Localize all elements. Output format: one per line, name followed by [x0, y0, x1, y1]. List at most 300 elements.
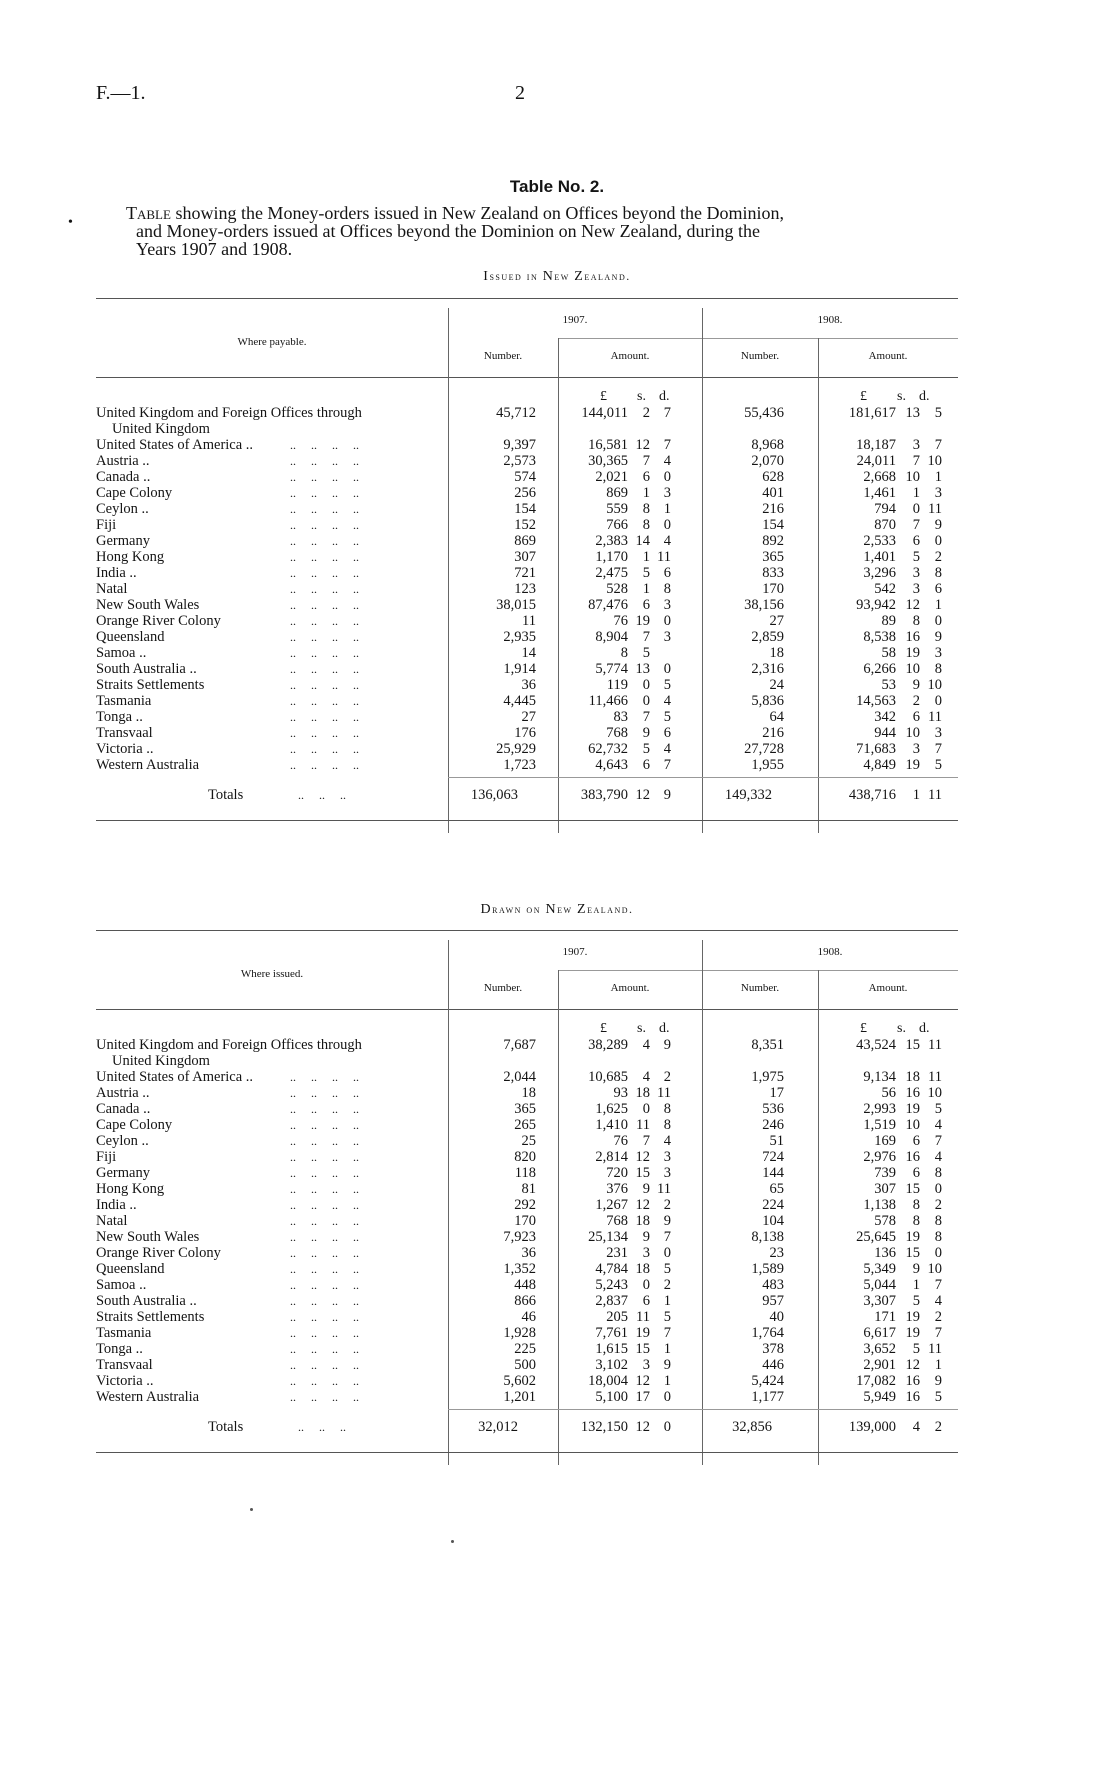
table-caption: [126, 204, 962, 258]
shillings-1908: 10: [905, 661, 920, 677]
pounds-1907: 119: [606, 677, 628, 693]
caption-line-2: and Money-orders issued at Offices beyond the Dominion on New Zealand, during the: [136, 221, 761, 241]
shillings-1908: 13: [905, 405, 920, 421]
pounds-1908: 171: [874, 1309, 896, 1325]
shillings-1908: 16: [905, 1085, 920, 1101]
pence-1907: 3: [663, 1149, 671, 1165]
pence-1908: 8: [934, 1229, 942, 1245]
pence-1907: 2: [663, 1069, 671, 1085]
place-name: South Australia ..: [96, 661, 197, 677]
total-pence-1907: 0: [663, 1419, 671, 1435]
pence-1907: 8: [663, 1117, 671, 1133]
leader-dots: .. .. ..: [298, 788, 346, 802]
pounds-1907: 7,761: [595, 1325, 628, 1341]
leader-dots: .. .. .. ..: [290, 1150, 359, 1164]
pence-1907: 0: [663, 517, 671, 533]
place-name: Ceylon ..: [96, 1133, 149, 1149]
shillings-1907: 0: [642, 693, 650, 709]
number-1907: 14: [521, 645, 536, 661]
number-1908: 104: [762, 1213, 784, 1229]
leader-dots: .. .. .. ..: [290, 758, 359, 772]
pounds-1908: 307: [874, 1181, 896, 1197]
table-row: [0, 517, 1114, 533]
page-header-left: F.—1.: [96, 82, 146, 104]
pounds-1907: 8,904: [595, 629, 628, 645]
leader-dots: .. .. .. ..: [290, 438, 359, 452]
number-1907: 500: [514, 1357, 536, 1373]
pence-1908: 9: [934, 1373, 942, 1389]
number-1907: 123: [514, 581, 536, 597]
pounds-1907: 1,625: [595, 1101, 628, 1117]
pounds-1908: 58: [881, 645, 896, 661]
pounds-1908: 93,942: [856, 597, 896, 613]
amount-1907-header: Amount.: [610, 982, 650, 994]
shillings-1907: 5: [642, 645, 650, 661]
number-1908: 401: [762, 485, 784, 501]
place-name: Fiji: [96, 1149, 117, 1165]
number-1907: 721: [514, 565, 536, 581]
table-row: [0, 677, 1114, 693]
shillings-1908: 10: [905, 1117, 920, 1133]
pounds-1907: 5,243: [595, 1277, 628, 1293]
pence-1907: 5: [663, 1261, 671, 1277]
number-1908: 216: [762, 725, 784, 741]
shillings-1908: 15: [905, 1245, 920, 1261]
pounds-1907: 10,685: [588, 1069, 628, 1085]
number-1908: 957: [762, 1293, 784, 1309]
leader-dots: .. .. .. ..: [290, 470, 359, 484]
pounds-1908: 25,645: [856, 1229, 896, 1245]
pence-1908: 0: [934, 533, 942, 549]
number-1908: 2,070: [751, 453, 784, 469]
number-1907: 225: [514, 1341, 536, 1357]
number-1908: 536: [762, 1101, 784, 1117]
number-1908: 27: [769, 613, 784, 629]
shillings-1907: 19: [635, 1325, 650, 1341]
number-1907: 38,015: [496, 597, 536, 613]
place-name: United States of America ..: [96, 437, 254, 453]
place-name: New South Wales: [96, 597, 200, 613]
issued-section-title: Issued in New Zealand.: [483, 269, 631, 284]
number-1908: 170: [762, 581, 784, 597]
shillings-1908: 9: [912, 1261, 920, 1277]
table-row: [0, 613, 1114, 629]
pence-1908: 11: [928, 1341, 942, 1357]
leader-dots: .. .. .. ..: [290, 646, 359, 660]
pence-1908: 7: [934, 1325, 942, 1341]
pence-1908: 3: [934, 725, 942, 741]
pence-1907: 7: [663, 437, 671, 453]
total-pounds-1907: 383,790: [580, 787, 628, 803]
total-pence-1908: 11: [928, 787, 942, 803]
pounds-1908: 578: [874, 1213, 896, 1229]
pence-1908: 10: [927, 453, 942, 469]
table-row: [0, 1117, 1114, 1133]
penny-sign-b: d.: [919, 389, 930, 404]
shillings-1907: 9: [642, 1181, 650, 1197]
table-row: [0, 757, 1114, 773]
pounds-1908: 2,668: [863, 469, 896, 485]
pounds-1908: 56: [881, 1085, 896, 1101]
pounds-1908: 2,993: [863, 1101, 896, 1117]
totals-row: [0, 787, 1114, 803]
pounds-1907: 1,615: [595, 1341, 628, 1357]
shillings-1907: 7: [642, 709, 650, 725]
number-1908: 365: [762, 549, 784, 565]
pounds-1907: 62,732: [588, 741, 628, 757]
pounds-1907: 2,837: [595, 1293, 628, 1309]
pence-1908: 4: [934, 1293, 942, 1309]
table-row: [0, 501, 1114, 517]
shillings-1908: 19: [905, 1309, 920, 1325]
pence-1908: 1: [934, 469, 942, 485]
pence-1907: 1: [663, 1373, 671, 1389]
shillings-1907: 7: [642, 453, 650, 469]
place-name: Victoria ..: [96, 741, 154, 757]
shillings-1907: 13: [635, 661, 650, 677]
place-name: Western Australia: [96, 1389, 200, 1405]
shilling-sign-a: s.: [637, 1021, 646, 1036]
leader-dots: .. .. .. ..: [290, 1118, 359, 1132]
shillings-1907: 3: [642, 1357, 650, 1373]
caption-lead: Table: [126, 203, 171, 223]
pounds-1907: 5,100: [595, 1389, 628, 1405]
leader-dots: .. .. .. ..: [290, 1166, 359, 1180]
pounds-1907: 2,021: [595, 469, 628, 485]
stray-ink-mark: [451, 1540, 454, 1543]
pounds-1908: 5,044: [863, 1277, 896, 1293]
pence-1908: 2: [934, 1197, 942, 1213]
number-1908: 1,177: [751, 1389, 784, 1405]
shillings-1907: 19: [635, 613, 650, 629]
pounds-1907: 376: [606, 1181, 628, 1197]
caption-bullet-mark: •: [68, 215, 73, 230]
pence-1907: 1: [663, 501, 671, 517]
pence-1908: 1: [934, 597, 942, 613]
number-1908: 5,424: [751, 1373, 784, 1389]
pence-1908: 8: [934, 565, 942, 581]
pounds-1908: 18,187: [856, 437, 896, 453]
stray-ink-mark: [250, 1508, 253, 1511]
shillings-1907: 17: [635, 1389, 650, 1405]
year-rule-a: [558, 970, 702, 971]
amount-1907-header: Amount.: [610, 350, 650, 362]
table-row: [0, 1213, 1114, 1229]
shillings-1907: 12: [635, 1197, 650, 1213]
pounds-1908: 14,563: [856, 693, 896, 709]
number-1907: 1,201: [503, 1389, 536, 1405]
number-1908: 8,138: [751, 1229, 784, 1245]
leader-dots: .. .. .. ..: [290, 1070, 359, 1084]
number-1908: 8,351: [751, 1037, 784, 1053]
shillings-1908: 15: [905, 1037, 920, 1053]
table-row: [0, 1165, 1114, 1181]
pence-1908: 2: [934, 1309, 942, 1325]
leader-dots: .. .. .. ..: [290, 1358, 359, 1372]
where-column-header: Where payable.: [237, 336, 307, 348]
place-name: Orange River Colony: [96, 1245, 221, 1261]
number-1907: 869: [514, 533, 536, 549]
table-row: [0, 1389, 1114, 1405]
shillings-1907: 18: [635, 1085, 650, 1101]
number-1907: 574: [514, 469, 536, 485]
place-name: Victoria ..: [96, 1373, 154, 1389]
number-1908: 1,589: [751, 1261, 784, 1277]
shillings-1907: 7: [642, 1133, 650, 1149]
table-row: [0, 1181, 1114, 1197]
place-name-continued: United Kingdom: [112, 421, 210, 437]
pence-1907: 7: [663, 1325, 671, 1341]
place-name: Germany: [96, 1165, 150, 1181]
pounds-1908: 1,138: [863, 1197, 896, 1213]
pence-1907: 4: [663, 693, 671, 709]
total-shillings-1908: 1: [912, 787, 920, 803]
number-1908: 23: [769, 1245, 784, 1261]
totals-rule: [448, 777, 958, 778]
place-name: Germany: [96, 533, 150, 549]
leader-dots: .. .. .. ..: [290, 726, 359, 740]
table-row: [0, 549, 1114, 565]
pence-1907: 4: [663, 533, 671, 549]
leader-dots: .. .. .. ..: [290, 662, 359, 676]
place-name: Straits Settlements: [96, 1309, 205, 1325]
shillings-1907: 1: [642, 549, 650, 565]
shillings-1907: 12: [635, 437, 650, 453]
place-name: Transvaal: [96, 725, 153, 741]
pounds-1907: 766: [606, 517, 628, 533]
table-row: [0, 565, 1114, 581]
pounds-1907: 144,011: [581, 405, 628, 421]
table-row: [0, 1277, 1114, 1293]
pence-1908: 8: [934, 1165, 942, 1181]
leader-dots: .. .. .. ..: [290, 1230, 359, 1244]
pounds-1907: 76: [613, 1133, 628, 1149]
leader-dots: .. .. .. ..: [290, 566, 359, 580]
total-shillings-1908: 4: [912, 1419, 920, 1435]
place-name: Tonga ..: [96, 709, 143, 725]
number-1907: 5,602: [503, 1373, 536, 1389]
shillings-1907: 2: [642, 405, 650, 421]
number-1908: 5,836: [751, 693, 784, 709]
pounds-1908: 542: [874, 581, 896, 597]
shillings-1907: 9: [642, 1229, 650, 1245]
pounds-1907: 1,170: [595, 549, 628, 565]
leader-dots: .. .. .. ..: [290, 1086, 359, 1100]
shillings-1908: 6: [912, 1133, 920, 1149]
number-1907: 81: [521, 1181, 536, 1197]
number-1908: 18: [769, 645, 784, 661]
pounds-1907: 559: [606, 501, 628, 517]
pounds-1908: 739: [874, 1165, 896, 1181]
number-1908: 1,955: [751, 757, 784, 773]
pounds-1908: 5,949: [863, 1389, 896, 1405]
table-row: [0, 1341, 1114, 1357]
shillings-1908: 16: [905, 1373, 920, 1389]
shillings-1908: 9: [912, 677, 920, 693]
table-title: Table No. 2.: [509, 177, 605, 196]
number-1907: 820: [514, 1149, 536, 1165]
number-1908: 378: [762, 1341, 784, 1357]
penny-sign-b: d.: [919, 1021, 930, 1036]
shillings-1908: 8: [912, 1213, 920, 1229]
place-name: Austria ..: [96, 453, 150, 469]
number-1908: 628: [762, 469, 784, 485]
pence-1908: 9: [934, 629, 942, 645]
table-row: [0, 1069, 1114, 1085]
pounds-1908: 1,461: [863, 485, 896, 501]
shillings-1907: 4: [642, 1037, 650, 1053]
pence-1907: 2: [663, 1197, 671, 1213]
shillings-1907: 6: [642, 469, 650, 485]
leader-dots: .. .. .. ..: [290, 1310, 359, 1324]
table-row: [0, 1261, 1114, 1277]
leader-dots: .. .. .. ..: [290, 1198, 359, 1212]
pounds-1908: 2,976: [863, 1149, 896, 1165]
place-name: Queensland: [96, 629, 165, 645]
leader-dots: .. .. ..: [298, 1420, 346, 1434]
number-1907-header: Number.: [483, 982, 523, 994]
pounds-1908: 169: [874, 1133, 896, 1149]
pence-1907: 8: [663, 581, 671, 597]
pounds-1908: 17,082: [856, 1373, 896, 1389]
totals-label: Totals: [208, 787, 244, 803]
shillings-1908: 8: [912, 613, 920, 629]
pound-sign-b: £: [860, 389, 867, 404]
shilling-sign-a: s.: [637, 389, 646, 404]
pence-1907: 0: [663, 1245, 671, 1261]
number-1907: 7,687: [503, 1037, 536, 1053]
number-1908: 144: [762, 1165, 784, 1181]
pounds-1907: 1,410: [595, 1117, 628, 1133]
pounds-1907: 93: [613, 1085, 628, 1101]
leader-dots: .. .. .. ..: [290, 486, 359, 500]
pence-1908: 7: [934, 1277, 942, 1293]
caption-line-1: showing the Money-orders issued in New Zealand on Offices beyond the Dominion,: [175, 203, 784, 223]
pounds-1907: 5,774: [595, 661, 628, 677]
shillings-1908: 16: [905, 629, 920, 645]
pence-1907: 0: [663, 661, 671, 677]
pounds-1907: 205: [606, 1309, 628, 1325]
table-row: [0, 1325, 1114, 1341]
total-shillings-1907: 12: [635, 1419, 650, 1435]
page-number: 2: [515, 82, 525, 104]
number-1907: 1,352: [503, 1261, 536, 1277]
place-name: Samoa ..: [96, 1277, 147, 1293]
amount-1908-header: Amount.: [868, 982, 908, 994]
number-1908: 224: [762, 1197, 784, 1213]
number-1908: 2,859: [751, 629, 784, 645]
pence-1908: 0: [934, 613, 942, 629]
shillings-1907: 18: [635, 1261, 650, 1277]
pounds-1907: 87,476: [588, 597, 628, 613]
year-1907-header: 1907.: [562, 946, 588, 958]
pence-1908: 0: [934, 693, 942, 709]
pence-1908: 1: [934, 1357, 942, 1373]
number-1907: 176: [514, 725, 536, 741]
place-name-continued: United Kingdom: [112, 1053, 210, 1069]
shillings-1908: 15: [905, 1181, 920, 1197]
leader-dots: .. .. .. ..: [290, 534, 359, 548]
pounds-1908: 6,617: [863, 1325, 896, 1341]
pence-1908: 2: [934, 549, 942, 565]
pence-1907: 7: [663, 757, 671, 773]
place-name: India ..: [96, 1197, 137, 1213]
shillings-1908: 5: [912, 1341, 920, 1357]
pounds-1908: 944: [874, 725, 896, 741]
total-number-1908: 149,332: [724, 787, 772, 803]
shillings-1907: 5: [642, 565, 650, 581]
year-1907-header: 1907.: [562, 314, 588, 326]
pence-1908: 3: [934, 645, 942, 661]
pounds-1908: 794: [874, 501, 896, 517]
shillings-1908: 19: [905, 1101, 920, 1117]
totals-rule: [448, 1409, 958, 1410]
table-row: [0, 485, 1114, 501]
place-name: South Australia ..: [96, 1293, 197, 1309]
shillings-1907: 15: [635, 1165, 650, 1181]
table-row: [0, 1293, 1114, 1309]
leader-dots: .. .. .. ..: [290, 710, 359, 724]
number-1907: 170: [514, 1213, 536, 1229]
pounds-1907: 16,581: [588, 437, 628, 453]
totals-row: [0, 1419, 1114, 1435]
pence-1907: 9: [663, 1357, 671, 1373]
pounds-1907: 1,267: [595, 1197, 628, 1213]
pounds-1908: 2,533: [863, 533, 896, 549]
shillings-1908: 7: [912, 517, 920, 533]
pence-1908: 4: [934, 1149, 942, 1165]
pence-1907: 3: [663, 629, 671, 645]
top-rule: [96, 930, 958, 931]
pounds-1908: 181,617: [848, 405, 896, 421]
pounds-1908: 870: [874, 517, 896, 533]
number-1907: 307: [514, 549, 536, 565]
shillings-1907: 12: [635, 1373, 650, 1389]
number-1908: 1,764: [751, 1325, 784, 1341]
table-row: [0, 661, 1114, 677]
number-1908: 8,968: [751, 437, 784, 453]
pence-1908: 4: [934, 1117, 942, 1133]
pence-1907: 9: [663, 1037, 671, 1053]
place-name: Natal: [96, 581, 128, 597]
total-shillings-1907: 12: [635, 787, 650, 803]
number-1907: 265: [514, 1117, 536, 1133]
pound-sign-a: £: [600, 389, 607, 404]
pence-1908: 10: [927, 677, 942, 693]
number-1907: 1,928: [503, 1325, 536, 1341]
pounds-1908: 71,683: [856, 741, 896, 757]
pounds-1908: 89: [881, 613, 896, 629]
leader-dots: .. .. .. ..: [290, 678, 359, 692]
table-row: [0, 437, 1114, 453]
pounds-1908: 4,849: [863, 757, 896, 773]
pence-1908: 5: [934, 1389, 942, 1405]
number-1907: 2,044: [503, 1069, 536, 1085]
number-1907: 256: [514, 485, 536, 501]
pounds-1907: 2,475: [595, 565, 628, 581]
number-1907: 36: [521, 677, 536, 693]
place-name: Straits Settlements: [96, 677, 205, 693]
pounds-1908: 5,349: [863, 1261, 896, 1277]
place-name: Canada ..: [96, 469, 151, 485]
leader-dots: .. .. .. ..: [290, 694, 359, 708]
shilling-sign-b: s.: [897, 389, 906, 404]
place-name: New South Wales: [96, 1229, 200, 1245]
pence-1908: 5: [934, 405, 942, 421]
table-row: [0, 405, 1114, 421]
pounds-1907: 83: [613, 709, 628, 725]
pence-1907: 11: [657, 1085, 671, 1101]
